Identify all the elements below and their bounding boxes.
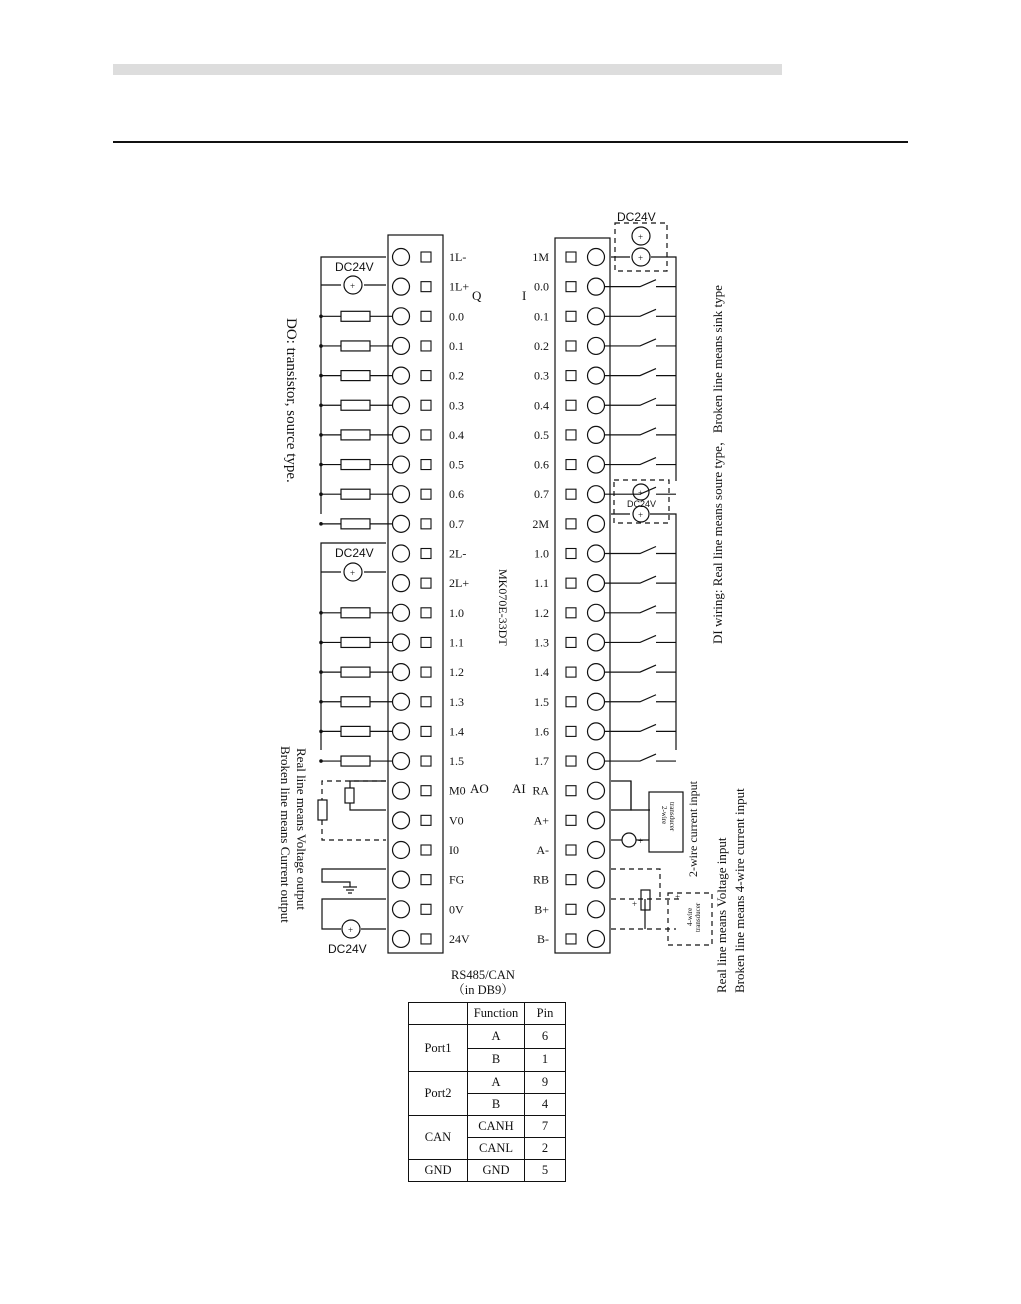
svg-text:+: +	[638, 232, 644, 242]
table-pin-cell: 6	[525, 1025, 566, 1049]
do-terminal-square	[421, 341, 431, 351]
di-switch	[605, 635, 656, 642]
di-switch	[605, 547, 656, 554]
svg-text:+: +	[675, 892, 681, 902]
do-terminal-square	[421, 667, 431, 677]
di-switch	[605, 754, 656, 761]
di-switch	[605, 724, 656, 731]
di-terminal-label: 1M	[532, 250, 549, 264]
di-terminal-label: RA	[532, 783, 549, 798]
di-switch	[605, 280, 656, 287]
svg-text:+: +	[632, 899, 638, 909]
table-group-cell: Port1	[409, 1025, 468, 1072]
di-terminal-square	[566, 282, 576, 292]
junction-dot	[319, 641, 323, 645]
do-terminal-square	[421, 282, 431, 292]
di-terminal-label: 1.1	[534, 576, 549, 591]
do-screw-terminal	[393, 812, 410, 829]
ao-label: AO	[470, 781, 489, 796]
di-terminal-square	[566, 726, 576, 736]
pin-table	[408, 1002, 566, 1182]
di-terminal-label: 0.1	[534, 309, 549, 324]
di-switch	[605, 576, 656, 583]
do-terminal-label: 0.5	[449, 457, 464, 472]
table-group-cell: GND	[409, 1160, 468, 1182]
do-terminal-square	[421, 875, 431, 885]
table-pin-cell: 5	[525, 1160, 566, 1182]
di-terminal-label: 2M	[532, 516, 549, 531]
di-terminal-label: 0.2	[534, 338, 549, 353]
do-load-resistor	[341, 489, 370, 499]
svg-text:+: +	[638, 488, 644, 498]
dc24v-label: DC24V	[335, 546, 374, 560]
di-screw-terminal	[588, 575, 605, 592]
junction-dot	[319, 344, 323, 348]
table-function-cell: A	[468, 1072, 525, 1094]
table-function-cell: GND	[468, 1160, 525, 1182]
junction-dot	[319, 463, 323, 467]
do-load-resistor	[341, 460, 370, 470]
table-function-cell: B	[468, 1048, 525, 1072]
junction-dot	[319, 670, 323, 674]
do-terminal-square	[421, 726, 431, 736]
di-screw-terminal	[588, 249, 605, 266]
do-screw-terminal	[393, 486, 410, 503]
di-terminal-square	[566, 578, 576, 588]
table-header-cell: Function	[468, 1003, 525, 1025]
di-terminal-label: 1.4	[534, 665, 549, 680]
do-screw-terminal	[393, 337, 410, 354]
junction-dot	[319, 759, 323, 763]
do-terminal-label: 1.2	[449, 665, 464, 680]
di-terminal-label: 1.3	[534, 635, 549, 650]
table-pin-cell: 1	[525, 1048, 566, 1072]
do-terminal-square	[421, 845, 431, 855]
dc24v-label: DC24V	[335, 260, 374, 274]
do-terminal-label: 1L+	[449, 279, 470, 294]
do-load-resistor	[341, 430, 370, 440]
di-terminal-label: 0.3	[534, 368, 549, 383]
di-terminal-square	[566, 934, 576, 944]
di-terminal-label: 0.6	[534, 457, 549, 472]
di-screw-terminal	[588, 456, 605, 473]
do-terminal-label: 1.4	[449, 724, 464, 739]
table-row	[409, 1072, 566, 1094]
do-terminal-label: 0.7	[449, 516, 464, 531]
junction-dot	[319, 730, 323, 734]
table-title-line-1: RS485/CAN	[451, 968, 515, 982]
do-load-resistor	[341, 697, 370, 707]
di-terminal-square	[566, 430, 576, 440]
ao-note-1: Real line means Voltage output	[294, 748, 309, 910]
table-header-cell: Pin	[525, 1003, 566, 1025]
do-terminal-square	[421, 608, 431, 618]
do-terminal-label: 1.5	[449, 754, 464, 769]
do-load-resistor	[341, 519, 370, 529]
di-switch	[605, 695, 656, 702]
di-terminal-square	[566, 845, 576, 855]
do-terminal-square	[421, 815, 431, 825]
do-terminal-label: M0	[449, 783, 466, 798]
di-switch	[605, 458, 656, 465]
dc24v-label: DC24V	[328, 942, 367, 956]
do-screw-terminal	[393, 515, 410, 532]
ao-note-2: Broken line means Current output	[278, 746, 293, 923]
do-terminal-square	[421, 934, 431, 944]
di-screw-terminal	[588, 515, 605, 532]
do-note: DO: transistor, source type.	[283, 318, 299, 483]
di-terminal-square	[566, 311, 576, 321]
do-terminal-label: 0.4	[449, 427, 464, 442]
di-terminal-label: 0.0	[534, 279, 549, 294]
di-terminal-label: A+	[533, 813, 549, 828]
do-screw-terminal	[393, 308, 410, 325]
do-screw-terminal	[393, 545, 410, 562]
di-terminal-label: 0.5	[534, 427, 549, 442]
junction-dot	[319, 522, 323, 526]
do-terminal-square	[421, 252, 431, 262]
di-screw-terminal	[588, 278, 605, 295]
di-terminal-label: 1.5	[534, 694, 549, 709]
do-terminal-square	[421, 786, 431, 796]
di-terminal-square	[566, 904, 576, 914]
do-screw-terminal	[393, 723, 410, 740]
di-switch	[605, 665, 656, 672]
di-terminal-square	[566, 371, 576, 381]
do-terminal-square	[421, 578, 431, 588]
table-title-line-2: （in DB9）	[452, 983, 514, 997]
table-pin-cell: 2	[525, 1138, 566, 1160]
di-switch	[605, 369, 656, 376]
transducer-4wire-label: 4-wire	[686, 907, 694, 926]
do-screw-terminal	[393, 753, 410, 770]
di-terminal-label: 0.4	[534, 398, 549, 413]
do-terminal-label: 0V	[449, 902, 464, 917]
table-pin-cell: 7	[525, 1116, 566, 1138]
transducer-4wire-label: transducer	[694, 902, 702, 932]
di-terminal-label: B+	[534, 902, 549, 917]
di-terminal-square	[566, 875, 576, 885]
do-terminal-label: 0.3	[449, 398, 464, 413]
table-row	[409, 1116, 566, 1138]
di-screw-terminal	[588, 812, 605, 829]
do-screw-terminal	[393, 604, 410, 621]
svg-text:+: +	[348, 925, 354, 935]
di-terminal-label: 0.7	[534, 487, 549, 502]
do-terminal-square	[421, 400, 431, 410]
di-terminal-label: B-	[537, 931, 549, 946]
do-load-resistor	[341, 400, 370, 410]
di-screw-terminal	[588, 753, 605, 770]
junction-dot	[319, 403, 323, 407]
do-screw-terminal	[393, 575, 410, 592]
junction-dot	[319, 611, 323, 615]
table-header-cell	[409, 1003, 468, 1025]
di-screw-terminal	[588, 693, 605, 710]
do-load-resistor	[341, 371, 370, 381]
di-screw-terminal	[588, 426, 605, 443]
di-terminal-square	[566, 815, 576, 825]
ai-note-3: Broken line means 4-wire current input	[732, 788, 747, 993]
junction-dot	[319, 374, 323, 378]
svg-text:+: +	[350, 281, 356, 291]
do-terminal-label: 1.0	[449, 605, 464, 620]
do-terminal-square	[421, 549, 431, 559]
di-screw-terminal	[588, 397, 605, 414]
do-terminal-label: 24V	[449, 931, 470, 946]
table-pin-cell: 9	[525, 1072, 566, 1094]
di-terminal-square	[566, 252, 576, 262]
di-terminal-square	[566, 341, 576, 351]
di-screw-terminal	[588, 723, 605, 740]
do-screw-terminal	[393, 634, 410, 651]
di-terminal-label: 1.6	[534, 724, 549, 739]
do-terminal-label: I0	[449, 843, 459, 857]
dc24v-label: DC24V	[627, 499, 657, 509]
di-terminal-square	[566, 460, 576, 470]
do-screw-terminal	[393, 782, 410, 799]
svg-text:+: +	[638, 253, 644, 263]
do-screw-terminal	[393, 367, 410, 384]
do-terminal-label: V0	[449, 813, 464, 828]
do-terminal-label: 0.6	[449, 487, 464, 502]
do-screw-terminal	[393, 664, 410, 681]
di-terminal-square	[566, 667, 576, 677]
di-screw-terminal	[588, 308, 605, 325]
di-terminal-square	[566, 786, 576, 796]
do-load-resistor	[341, 667, 370, 677]
do-terminal-square	[421, 697, 431, 707]
do-terminal-square	[421, 637, 431, 647]
di-screw-terminal	[588, 664, 605, 681]
di-screw-terminal	[588, 842, 605, 859]
do-load-resistor	[341, 608, 370, 618]
dc24v-label: DC24V	[617, 210, 656, 224]
junction-dot	[319, 433, 323, 437]
do-load-resistor	[341, 726, 370, 736]
do-terminal-square	[421, 489, 431, 499]
do-screw-terminal	[393, 426, 410, 443]
di-screw-terminal	[588, 871, 605, 888]
table-title	[408, 968, 558, 998]
di-screw-terminal	[588, 486, 605, 503]
di-screw-terminal	[588, 367, 605, 384]
di-note: DI wiring: Real line means soure type，Broken line means sink type	[710, 285, 725, 644]
do-terminal-label: 2L-	[449, 546, 467, 561]
junction-dot	[319, 700, 323, 704]
transducer-2wire-label: transducer	[668, 802, 676, 832]
do-terminal-label: FG	[449, 872, 465, 887]
svg-text:+: +	[638, 836, 644, 846]
do-load-resistor	[341, 311, 370, 321]
di-screw-terminal	[588, 634, 605, 651]
table-group-cell: Port2	[409, 1072, 468, 1116]
di-switch	[605, 606, 656, 613]
di-terminal-square	[566, 519, 576, 529]
do-screw-terminal	[393, 397, 410, 414]
do-terminal-label: 0.1	[449, 338, 464, 353]
do-terminal-label: 1L-	[449, 250, 467, 264]
do-terminal-label: 0.0	[449, 309, 464, 324]
do-terminal-square	[421, 519, 431, 529]
di-screw-terminal	[588, 604, 605, 621]
di-terminal-label: 1.0	[534, 546, 549, 561]
ai-note-1: 2-wire current input	[686, 781, 700, 877]
current-source-icon	[622, 833, 636, 847]
do-screw-terminal	[393, 930, 410, 947]
table-group-cell: CAN	[409, 1116, 468, 1160]
transducer-2wire-label: 2-wire	[660, 806, 668, 825]
table-function-cell: B	[468, 1094, 525, 1116]
table-pin-cell: 4	[525, 1094, 566, 1116]
di-terminal-label: 1.7	[534, 754, 549, 769]
do-terminal-label: 1.1	[449, 635, 464, 650]
di-terminal-square	[566, 697, 576, 707]
junction-dot	[319, 492, 323, 496]
table-row	[409, 1160, 566, 1182]
model-label: MK070E-33DT	[496, 569, 510, 646]
table-function-cell: CANH	[468, 1116, 525, 1138]
do-screw-terminal	[393, 871, 410, 888]
di-terminal-label: RB	[532, 872, 549, 887]
do-terminal-label: 2L+	[449, 576, 470, 591]
di-switch	[605, 398, 656, 405]
ai-note-2: Real line means Voltage input	[714, 837, 729, 993]
do-terminal-square	[421, 371, 431, 381]
do-terminal-label: 1.3	[449, 694, 464, 709]
di-switch	[605, 339, 656, 346]
di-terminal-square	[566, 756, 576, 766]
di-screw-terminal	[588, 930, 605, 947]
junction-dot	[319, 315, 323, 319]
di-terminal-label: A-	[536, 843, 549, 857]
do-screw-terminal	[393, 456, 410, 473]
di-screw-terminal	[588, 901, 605, 918]
di-switch	[605, 428, 656, 435]
do-screw-terminal	[393, 278, 410, 295]
svg-text:+: +	[350, 568, 356, 578]
do-screw-terminal	[393, 901, 410, 918]
table-function-cell: A	[468, 1025, 525, 1049]
di-terminal-square	[566, 489, 576, 499]
do-screw-terminal	[393, 693, 410, 710]
table-header-row	[409, 1003, 566, 1025]
do-terminal-square	[421, 756, 431, 766]
di-terminal-square	[566, 549, 576, 559]
do-screw-terminal	[393, 842, 410, 859]
di-terminal-square	[566, 637, 576, 647]
di-switch	[605, 309, 656, 316]
do-terminal-square	[421, 311, 431, 321]
do-load-resistor	[341, 341, 370, 351]
do-terminal-square	[421, 904, 431, 914]
table-function-cell: CANL	[468, 1138, 525, 1160]
di-terminal-label: 1.2	[534, 605, 549, 620]
di-terminal-square	[566, 400, 576, 410]
di-screw-terminal	[588, 782, 605, 799]
di-terminal-square	[566, 608, 576, 618]
q-label: Q	[472, 288, 482, 303]
do-load-resistor	[341, 637, 370, 647]
ai-label: AI	[512, 781, 526, 796]
do-terminal-square	[421, 460, 431, 470]
svg-text:+: +	[638, 510, 644, 520]
do-load-resistor	[341, 756, 370, 766]
do-screw-terminal	[393, 249, 410, 266]
table-row	[409, 1025, 566, 1049]
di-screw-terminal	[588, 545, 605, 562]
do-terminal-square	[421, 430, 431, 440]
i-label: I	[522, 288, 527, 303]
do-terminal-label: 0.2	[449, 368, 464, 383]
di-screw-terminal	[588, 337, 605, 354]
